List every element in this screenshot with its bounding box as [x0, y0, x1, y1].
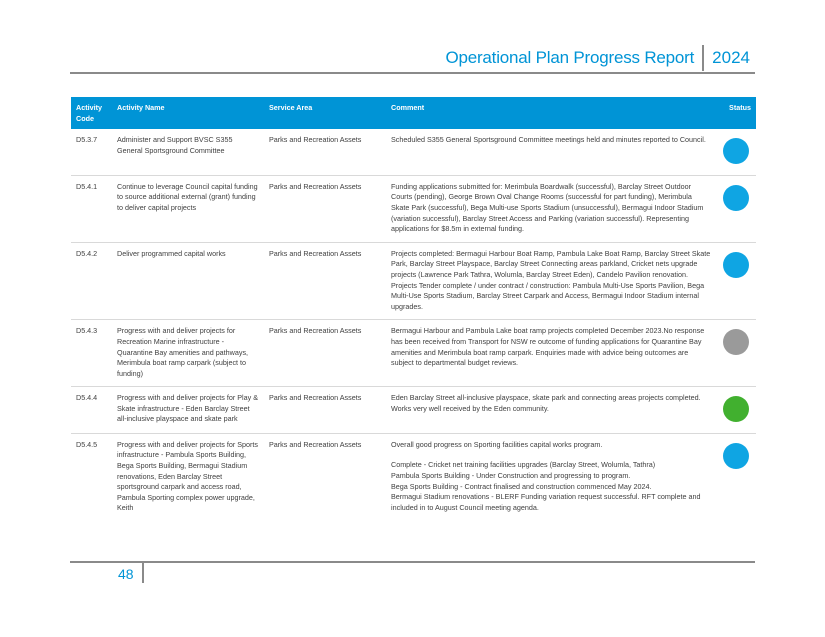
status-blue-indicator — [723, 185, 749, 211]
table-body — [71, 129, 756, 521]
table-row — [71, 320, 756, 387]
activity-name-cell: Deliver programmed capital works — [112, 242, 264, 320]
report-header — [445, 46, 750, 70]
comment-paragraph: Overall good progress on Sporting facilities capital works program. — [391, 439, 603, 449]
status-blue-indicator — [723, 138, 749, 164]
status-blue-indicator — [723, 252, 749, 278]
comment-paragraph — [391, 450, 711, 460]
column-header-comment: Comment — [386, 97, 716, 129]
comment-paragraph: Funding applications submitted for: Merimbula Boardwalk (successful), Barclay Street Outdoor Courts (pending), George Brown Oval Change Rooms (successful for part funding), Merimbula Skate Park (successful), Bega Multi-use Sports Stadium (unsuccessful), Bermagui Indoor Stadium (variation successful), Barclay Street Access and Parking (variation successful). Representing applications for $8.5m in external funding. — [391, 181, 704, 234]
status-cell — [716, 175, 756, 242]
activity-code-cell: D5.4.3 — [71, 320, 112, 387]
status-blue-indicator — [723, 443, 749, 469]
page-number-divider — [142, 563, 144, 583]
table-row — [71, 129, 756, 175]
service-area-cell: Parks and Recreation Assets — [264, 387, 386, 434]
comment-paragraph: Scheduled S355 General Sportsground Committee meetings held and minutes reported to Council. — [391, 135, 706, 145]
comment-cell — [386, 242, 716, 320]
status-cell — [716, 129, 756, 175]
table-row — [71, 175, 756, 242]
activity-code-cell: D5.4.2 — [71, 242, 112, 320]
activity-code-cell: D5.4.5 — [76, 439, 98, 449]
status-cell — [716, 320, 756, 387]
service-area-cell: Parks and Recreation Assets — [269, 439, 362, 449]
page-number: 48 — [118, 566, 134, 582]
status-grey-indicator — [723, 329, 749, 355]
report-year: 2024 — [712, 48, 750, 67]
status-cell — [716, 242, 756, 320]
header-rule — [70, 72, 755, 74]
comment-paragraph: Complete - Cricket net training facilities upgrades (Barclay Street, Wolumla, Tathra) — [391, 460, 656, 470]
comment-cell — [386, 433, 716, 521]
comment-paragraph: Bega Sports Building - Contract finalised and construction commenced May 2024. — [391, 481, 652, 491]
activity-name-cell: Continue to leverage Council capital funding to source additional external (grant) funding to deliver capital projects — [112, 175, 264, 242]
comment-paragraph: Pambula Sports Building - Under Construction and progressing to program. — [391, 471, 631, 481]
status-cell — [716, 387, 756, 434]
status-cell — [716, 433, 756, 521]
status-green-indicator — [723, 396, 749, 422]
activity-code-cell: D5.4.4 — [71, 387, 112, 434]
table-header — [71, 97, 756, 129]
table-row — [71, 433, 756, 521]
comment-cell — [386, 387, 716, 434]
service-area-cell: Parks and Recreation Assets — [264, 129, 386, 175]
comment-cell — [386, 129, 716, 175]
report-title: Operational Plan Progress Report — [445, 48, 695, 67]
activity-name-cell: Administer and Support BVSC S355 General Sportsground Committee — [112, 129, 264, 175]
activity-name-cell: Progress with and deliver projects for Recreation Marine infrastructure - Quarantine Bay amenities and pathways, Merimbula boat ramp carpark (subject to funding) — [112, 320, 264, 387]
comment-cell — [386, 175, 716, 242]
footer-rule — [70, 561, 755, 563]
column-header-status: Status — [716, 97, 756, 129]
activity-code-cell: D5.4.1 — [71, 175, 112, 242]
progress-table — [71, 97, 756, 521]
activity-name-cell: Progress with and deliver projects for Sports infrastructure - Pambula Sports Building, Bega Sports Building, Bermagui Stadium renovations, Eden Barclay Street sportsground carpark and access road, Pambula Sporting complex power upgrade, Keith — [117, 439, 259, 513]
comment-paragraph: Projects Tender complete / under contract / construction: Pambula Multi-Use Sports Pavilion, Bega Multi-Use Sports Stadium, Barclay Street Carpark and Access, Bermagui Indoor Stadium internal upgrades. — [391, 280, 705, 311]
service-area-cell: Parks and Recreation Assets — [264, 175, 386, 242]
column-header-service-area: Service Area — [264, 97, 386, 129]
column-header-activity-name: Activity Name — [112, 97, 264, 129]
activity-code-cell: D5.3.7 — [71, 129, 112, 175]
comment-cell — [386, 320, 716, 387]
column-header-activity-code: Activity Code — [71, 97, 112, 129]
comment-paragraph: Bermagui Harbour and Pambula Lake boat ramp projects completed December 2023.No response has been received from Transport for NSW re outcome of funding applications for Quarantine Bay amenities and Merimbula boat ramp carpark. Enquiries made with advice being outcomes are subject to departmental budget reviews. — [391, 326, 705, 368]
comment-paragraph: Projects completed: Bermagui Harbour Boat Ramp, Pambula Lake Boat Ramp, Barclay Street Skate Park, Barclay Street Playspace, Barclay Street Connecting areas parkland, Cricket nets upgrade projects (Lawrence Park Tathra, Wolumla, Barclay Street Eden), Candelo Pavilion renovation. — [391, 248, 711, 279]
service-area-cell: Parks and Recreation Assets — [264, 242, 386, 320]
comment-paragraph: Bermagui Stadium renovations - BLERF Funding variation request successful. RFT complete and included in to August Council meeting agenda. — [391, 492, 701, 512]
header-divider — [702, 45, 704, 71]
activity-name-cell: Progress with and deliver projects for Play & Skate infrastructure - Eden Barclay Street all-inclusive playspace and skate park — [112, 387, 264, 434]
table-row — [71, 242, 756, 320]
comment-paragraph: Eden Barclay Street all-inclusive playspace, skate park and connecting areas projects completed. Works very well received by the Eden community. — [391, 393, 701, 413]
service-area-cell: Parks and Recreation Assets — [264, 320, 386, 387]
table-row — [71, 387, 756, 434]
